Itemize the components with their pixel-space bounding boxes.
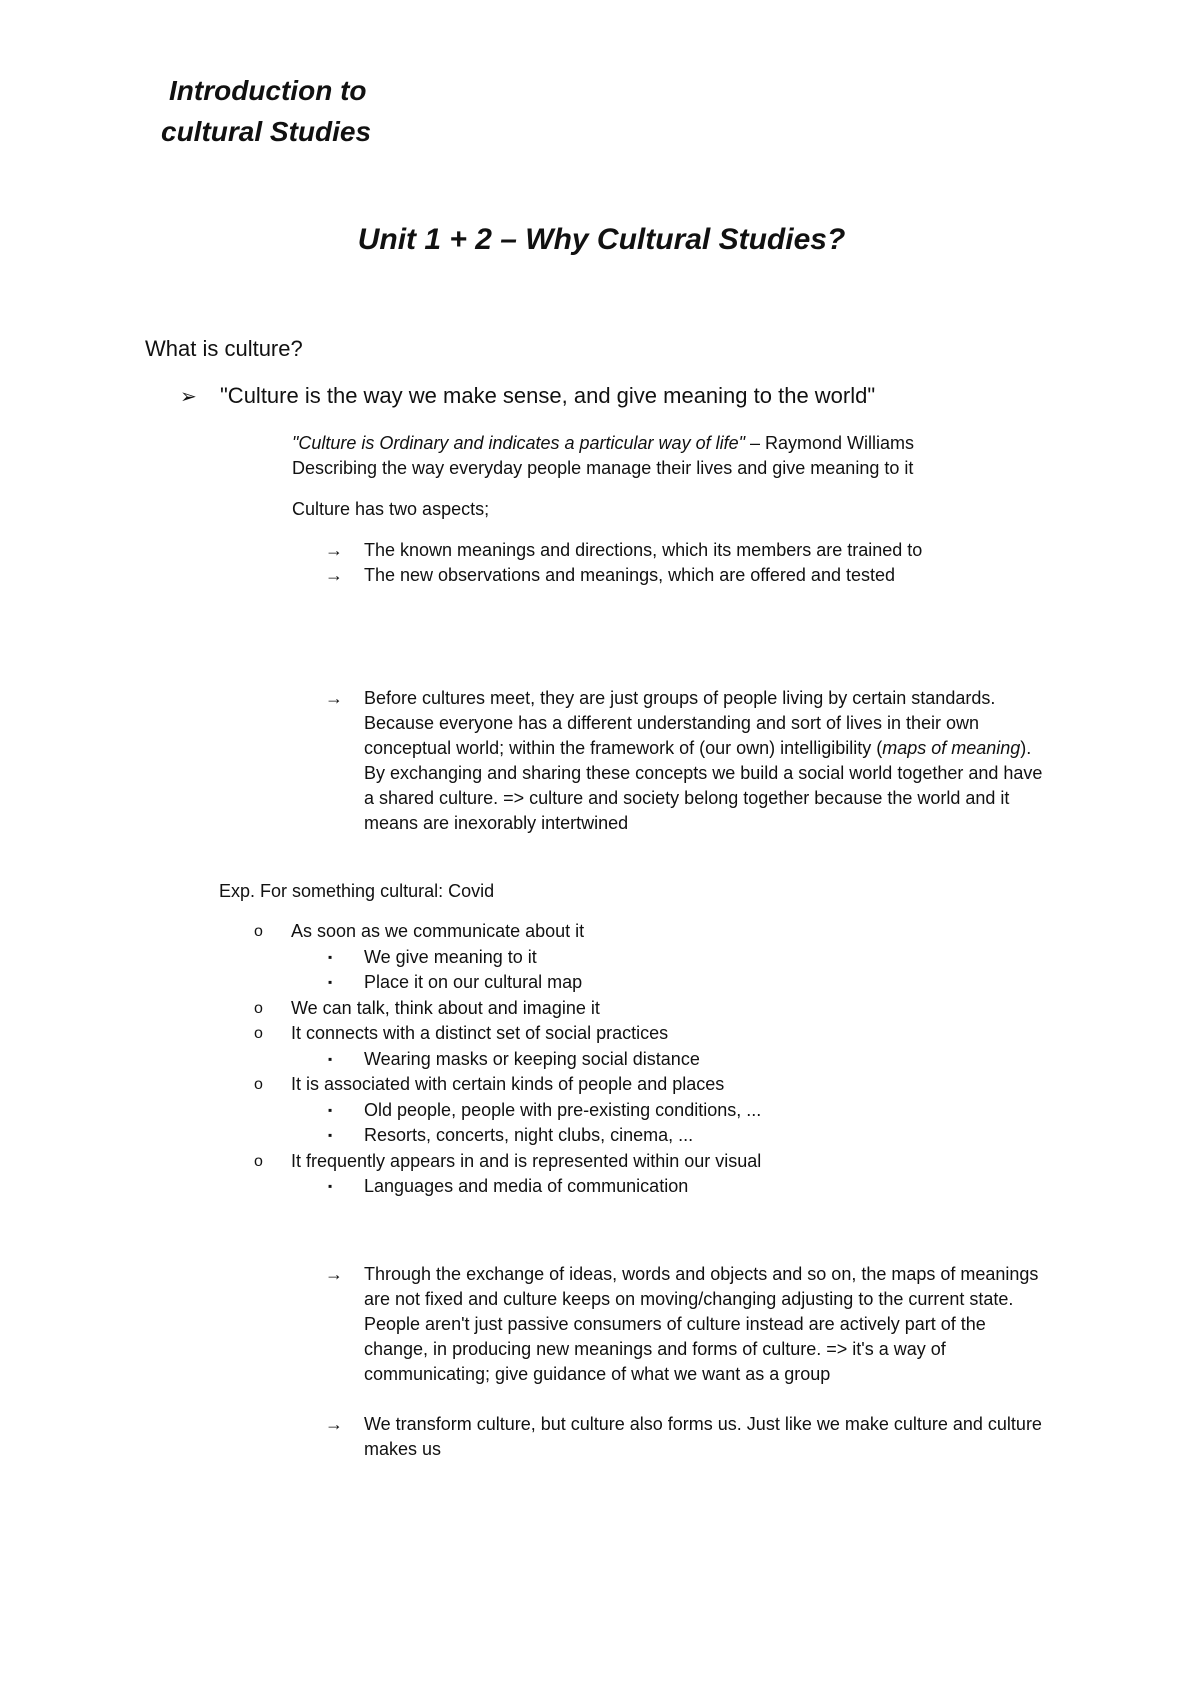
- unit-heading: Unit 1 + 2 – Why Cultural Studies?: [357, 223, 846, 256]
- williams-attribution: – Raymond Williams: [744, 433, 915, 453]
- circle-bullet-icon: o: [254, 1025, 263, 1042]
- square-bullet-icon: ▪: [328, 1102, 333, 1117]
- square-bullet-icon: ▪: [328, 975, 333, 989]
- square-bullet-icon: ▪: [328, 1128, 333, 1142]
- arrow-bullet-icon: →: [325, 688, 343, 708]
- example-subpoint-text: Languages and media of communication: [364, 1176, 689, 1196]
- arrow-bullet-icon: →: [325, 540, 343, 560]
- main-quote-bullet: [180, 383, 875, 409]
- before-cultures-text: Before cultures meet, they are just groups of people living by certain standards. Because everyone has a different understanding and sort of lives in their own conceptual world; within the framework of (our own) intelligibility (maps of meaning). By exchanging and sharing these concepts we build a social world together and have a shared culture. => culture and society belong together because the world and it means are inexorably intertwined: [364, 688, 1043, 833]
- square-bullet-icon: ▪: [328, 1179, 333, 1193]
- square-bullet-icon: ▪: [328, 949, 333, 964]
- example-point-text: It frequently appears in and is represented within our visual: [291, 1150, 762, 1171]
- example-label: Exp. For something cultural: Covid: [219, 881, 495, 901]
- arrowhead-bullet-icon: ➢: [180, 386, 197, 408]
- williams-quote: "Culture is Ordinary and indicates a particular way of life": [292, 433, 745, 453]
- circle-bullet-icon: o: [254, 923, 263, 940]
- square-bullet-icon: ▪: [328, 1051, 333, 1066]
- example-point-text: We can talk, think about and imagine it: [291, 997, 600, 1018]
- example-point-text: It is associated with certain kinds of people and places: [291, 1074, 725, 1094]
- main-quote-text: "Culture is the way we make sense, and give meaning to the world": [220, 383, 876, 408]
- aspect-text: The new observations and meanings, which are offered and tested: [364, 565, 895, 585]
- arrow-bullet-icon: →: [325, 565, 343, 585]
- arrow-bullet-icon: →: [325, 1264, 343, 1284]
- section-question: What is culture?: [145, 336, 303, 361]
- title-line-1: Introduction to: [169, 75, 367, 106]
- maps-of-meaning-emphasis: maps of meaning: [882, 738, 1021, 758]
- closing-text: Through the exchange of ideas, words and objects and so on, the maps of meanings are not fixed and culture keeps on moving/changing adjusting to the current state. People aren't just passive consumers of culture instead are actively part of the change, in producing new meanings and forms of culture. => it's a way of communicating; give guidance of what we want as a group: [364, 1264, 1039, 1384]
- williams-description: Describing the way everyday people manage their lives and give meaning to it: [292, 458, 914, 478]
- title-line-2: cultural Studies: [161, 116, 372, 147]
- circle-bullet-icon: o: [254, 1076, 263, 1093]
- arrow-bullet-icon: →: [325, 1414, 343, 1434]
- closing-text: We transform culture, but culture also forms us. Just like we make culture and culture makes us: [364, 1414, 1042, 1459]
- example-point-text: As soon as we communicate about it: [291, 921, 585, 941]
- document-title: [161, 70, 461, 152]
- example-subpoint-text: We give meaning to it: [364, 946, 537, 967]
- williams-quote-line: [292, 431, 914, 456]
- example-point-text: It connects with a distinct set of social practices: [291, 1023, 669, 1043]
- aspects-intro: Culture has two aspects;: [292, 499, 490, 519]
- example-subpoint-text: Old people, people with pre-existing conditions, ...: [364, 1099, 762, 1120]
- example-subpoint-text: Resorts, concerts, night clubs, cinema, ...: [364, 1125, 694, 1145]
- circle-bullet-icon: o: [254, 1152, 263, 1170]
- example-subpoint-text: Wearing masks or keeping social distance: [364, 1048, 700, 1069]
- example-subpoint-text: Place it on our cultural map: [364, 972, 583, 992]
- aspect-text: The known meanings and directions, which its members are trained to: [364, 540, 923, 560]
- circle-bullet-icon: o: [254, 999, 263, 1017]
